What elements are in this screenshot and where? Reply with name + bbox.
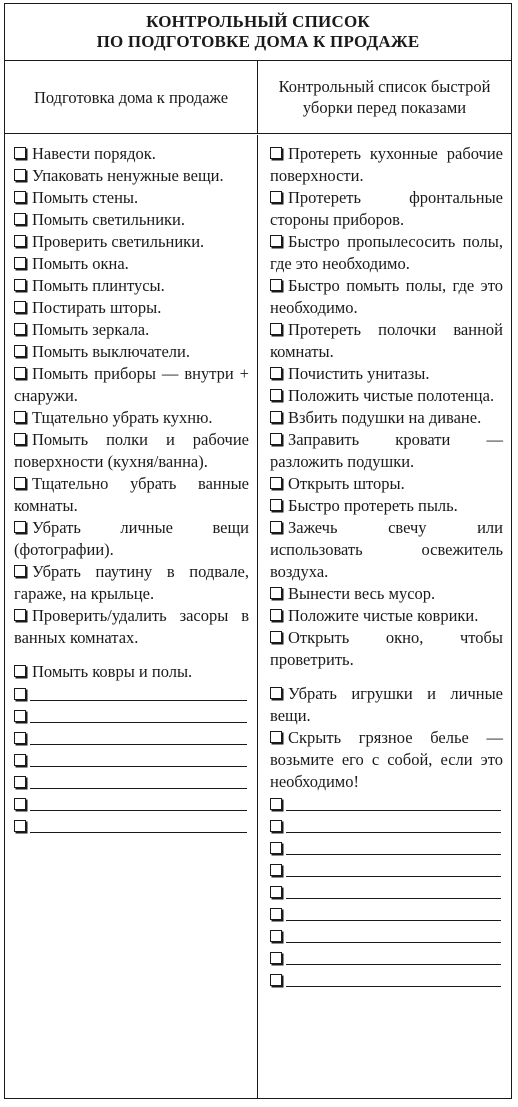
write-in-line[interactable]: [30, 788, 247, 789]
checkbox-icon[interactable]: [14, 732, 26, 744]
checkbox-icon[interactable]: [14, 169, 26, 181]
blank-checklist-line[interactable]: [14, 705, 249, 727]
blank-checklist-line[interactable]: [14, 749, 249, 771]
checklist-item: [270, 473, 503, 495]
checkbox-icon[interactable]: [270, 521, 282, 533]
checkbox-icon[interactable]: [270, 609, 282, 621]
checkbox-icon[interactable]: [270, 930, 282, 942]
checklist-item: [270, 517, 503, 583]
checkbox-icon[interactable]: [270, 842, 282, 854]
checklist-item-text: Помыть полки и рабочие поверхности (кухня/ванна).: [14, 430, 249, 471]
checklist-item-text: Помыть зеркала.: [32, 320, 150, 339]
checkbox-icon[interactable]: [270, 147, 282, 159]
checkbox-icon[interactable]: [14, 609, 26, 621]
checklist-item-text: Постирать шторы.: [32, 298, 162, 317]
checkbox-icon[interactable]: [14, 798, 26, 810]
checkbox-icon[interactable]: [270, 687, 282, 699]
blank-checklist-line[interactable]: [14, 771, 249, 793]
checklist-sheet: [4, 3, 512, 1099]
checklist-item: [270, 385, 503, 407]
checkbox-icon[interactable]: [270, 731, 282, 743]
checklist-item: [14, 253, 249, 275]
checklist-item: [14, 341, 249, 363]
checkbox-icon[interactable]: [14, 257, 26, 269]
checkbox-icon[interactable]: [270, 411, 282, 423]
checkbox-icon[interactable]: [14, 411, 26, 423]
checklist-item: [14, 429, 249, 473]
checklist-item: [270, 275, 503, 319]
checkbox-icon[interactable]: [270, 191, 282, 203]
checkbox-icon[interactable]: [14, 477, 26, 489]
checkbox-icon[interactable]: [270, 323, 282, 335]
checkbox-icon[interactable]: [270, 499, 282, 511]
blank-checklist-line[interactable]: [14, 793, 249, 815]
checklist-item-text: Зажечь свечу или использовать освежитель воздуха.: [270, 518, 503, 581]
checklist-item: [14, 165, 249, 187]
checklist-item: [270, 605, 503, 627]
write-in-line[interactable]: [286, 876, 501, 877]
column-headers: [5, 61, 511, 134]
checkbox-icon[interactable]: [270, 798, 282, 810]
checkbox-icon[interactable]: [14, 665, 26, 677]
checkbox-icon[interactable]: [14, 820, 26, 832]
blank-checklist-line[interactable]: [270, 881, 503, 903]
checklist-item: [14, 407, 249, 429]
write-in-line[interactable]: [286, 986, 501, 987]
checklist-item: [270, 319, 503, 363]
checkbox-icon[interactable]: [270, 389, 282, 401]
checkbox-icon[interactable]: [14, 279, 26, 291]
checklist-item-text: Помыть плинтусы.: [32, 276, 165, 295]
checklist-item-text: Положить чистые полотенца.: [288, 386, 495, 405]
checklist-item-text: Помыть ковры и полы.: [32, 662, 193, 681]
checkbox-icon[interactable]: [14, 433, 26, 445]
write-in-line[interactable]: [286, 832, 501, 833]
checklist-item-text: Убрать игрушки и личные вещи.: [270, 684, 503, 725]
checklist-item-text: Убрать паутину в подвале, гараже, на крыльце.: [14, 562, 249, 603]
write-in-line[interactable]: [30, 744, 247, 745]
checklist-item: [14, 661, 249, 683]
checklist-item-text: Скрыть грязное белье — возьмите его с собой, если это необходимо!: [270, 728, 503, 791]
checklist-item: [270, 429, 503, 473]
checklist-item: [14, 473, 249, 517]
write-in-line[interactable]: [286, 898, 501, 899]
checklist-item: [14, 209, 249, 231]
checkbox-icon[interactable]: [14, 521, 26, 533]
blank-checklist-line[interactable]: [270, 903, 503, 925]
write-in-line[interactable]: [30, 766, 247, 767]
write-in-line[interactable]: [286, 964, 501, 965]
checklist-item-text: Протереть кухонные рабочие поверхности.: [270, 144, 503, 185]
checklist-item: [14, 605, 249, 649]
checklist-item-text: Помыть стены.: [32, 188, 139, 207]
checkbox-icon[interactable]: [14, 688, 26, 700]
checklist-item-text: Быстро помыть полы, где это необходимо.: [270, 276, 503, 317]
checkbox-icon[interactable]: [14, 367, 26, 379]
checkbox-icon[interactable]: [14, 754, 26, 766]
checkbox-icon[interactable]: [14, 301, 26, 313]
checklist-item-text: Протереть фронтальные стороны приборов.: [270, 188, 503, 229]
checkbox-icon[interactable]: [270, 631, 282, 643]
blank-checklist-line[interactable]: [270, 969, 503, 991]
checklist-item-text: Помыть окна.: [32, 254, 129, 273]
checkbox-icon[interactable]: [270, 367, 282, 379]
checklist-item: [14, 561, 249, 605]
checkbox-icon[interactable]: [14, 565, 26, 577]
checklist-item-text: Заправить кровати — разложить подушки.: [270, 430, 503, 471]
checkbox-icon[interactable]: [14, 235, 26, 247]
checklist-item-text: Положите чистые коврики.: [288, 606, 479, 625]
checklist-item-text: Открыть шторы.: [288, 474, 405, 493]
checklist-item-text: Тщательно убрать кухню.: [32, 408, 213, 427]
checkbox-icon[interactable]: [270, 433, 282, 445]
write-in-line[interactable]: [286, 810, 501, 811]
checkbox-icon[interactable]: [14, 191, 26, 203]
blank-checklist-line[interactable]: [270, 837, 503, 859]
checkbox-icon[interactable]: [270, 886, 282, 898]
checkbox-icon[interactable]: [14, 710, 26, 722]
checklist-body: [5, 135, 511, 1098]
checklist-item-text: Проверить светильники.: [32, 232, 205, 251]
checkbox-icon[interactable]: [14, 776, 26, 788]
checklist-item: [14, 187, 249, 209]
checklist-item: [14, 517, 249, 561]
spacer: [14, 649, 249, 661]
checkbox-icon[interactable]: [270, 952, 282, 964]
checklist-item-text: Быстро протереть пыль.: [288, 496, 458, 515]
checklist-item: [270, 683, 503, 727]
checkbox-icon[interactable]: [270, 587, 282, 599]
checklist-item-text: Помыть выключатели.: [32, 342, 190, 361]
write-in-line[interactable]: [286, 942, 501, 943]
checklist-item: [14, 231, 249, 253]
checkbox-icon[interactable]: [270, 864, 282, 876]
write-in-line[interactable]: [286, 920, 501, 921]
checkbox-icon[interactable]: [14, 323, 26, 335]
checkbox-icon[interactable]: [270, 974, 282, 986]
checklist-item: [270, 143, 503, 187]
write-in-line[interactable]: [30, 832, 247, 833]
checkbox-icon[interactable]: [270, 820, 282, 832]
checklist-item: [14, 275, 249, 297]
checklist-item-text: Быстро пропылесосить полы, где это необходимо.: [270, 232, 503, 273]
blank-checklist-line[interactable]: [270, 859, 503, 881]
checklist-item-text: Упаковать ненужные вещи.: [32, 166, 224, 185]
right-column-header: Контрольный список быстрой уборки перед показами: [278, 77, 491, 117]
checklist-item-text: Тщательно убрать ванные комнаты.: [14, 474, 249, 515]
write-in-line[interactable]: [286, 854, 501, 855]
checklist-item: [270, 407, 503, 429]
checklist-item: [270, 583, 503, 605]
checklist-item-text: Помыть светильники.: [32, 210, 186, 229]
checklist-item-text: Помыть приборы — внутри + снаружи.: [14, 364, 249, 405]
checklist-item-text: Проверить/удалить засоры в ванных комнатах.: [14, 606, 249, 647]
left-checklist: [5, 135, 258, 1098]
checkbox-icon[interactable]: [270, 279, 282, 291]
checklist-item: [270, 187, 503, 231]
checklist-title: [5, 4, 511, 61]
checkbox-icon[interactable]: [14, 213, 26, 225]
checkbox-icon[interactable]: [14, 147, 26, 159]
checklist-item: [270, 727, 503, 793]
checklist-item-text: Вынести весь мусор.: [288, 584, 436, 603]
checklist-item: [14, 297, 249, 319]
checklist-item: [270, 627, 503, 671]
spacer: [270, 671, 503, 683]
checklist-item: [270, 495, 503, 517]
checklist-item-text: Взбить подушки на диване.: [288, 408, 482, 427]
blank-checklist-line[interactable]: [270, 793, 503, 815]
checklist-item-text: Убрать личные вещи (фотографии).: [14, 518, 249, 559]
checklist-item-text: Почистить унитазы.: [288, 364, 430, 383]
checkbox-icon[interactable]: [270, 235, 282, 247]
write-in-line[interactable]: [30, 722, 247, 723]
checklist-item: [14, 363, 249, 407]
blank-checklist-line[interactable]: [14, 815, 249, 837]
blank-checklist-line[interactable]: [270, 815, 503, 837]
checkbox-icon[interactable]: [270, 477, 282, 489]
checklist-item-text: Протереть полочки ванной комнаты.: [270, 320, 503, 361]
checklist-item: [14, 319, 249, 341]
right-checklist: [258, 135, 511, 1098]
checkbox-icon[interactable]: [14, 345, 26, 357]
checklist-item-text: Навести порядок.: [32, 144, 156, 163]
checkbox-icon[interactable]: [270, 908, 282, 920]
write-in-line[interactable]: [30, 700, 247, 701]
checklist-item: [270, 231, 503, 275]
title-line-1: КОНТРОЛЬНЫЙ СПИСОК: [146, 12, 370, 31]
title-line-2: ПО ПОДГОТОВКЕ ДОМА К ПРОДАЖЕ: [96, 32, 420, 51]
blank-checklist-line[interactable]: [14, 683, 249, 705]
checklist-item: [14, 143, 249, 165]
write-in-line[interactable]: [30, 810, 247, 811]
checklist-item: [270, 363, 503, 385]
blank-checklist-line[interactable]: [14, 727, 249, 749]
left-column-header: Подготовка дома к продаже: [5, 61, 258, 133]
blank-checklist-line[interactable]: [270, 947, 503, 969]
checklist-item-text: Открыть окно, чтобы проветрить.: [270, 628, 503, 669]
blank-checklist-line[interactable]: [270, 925, 503, 947]
